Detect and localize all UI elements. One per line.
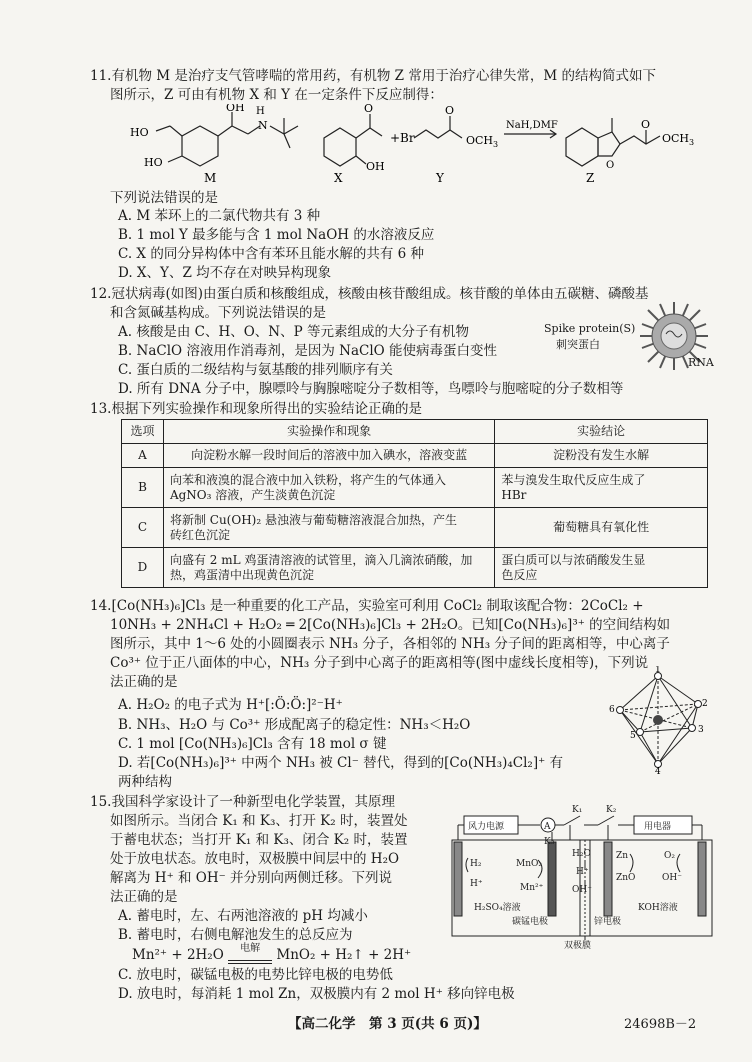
label-k2: K₂ — [606, 805, 617, 815]
q14-option-b: B. NH₃、H₂O 与 Co³⁺ 形成配离子的稳定性：NH₃＜H₂O — [118, 717, 471, 733]
octahedron-figure — [606, 666, 710, 774]
ammeter-icon: A — [544, 822, 551, 832]
cell-line: 苯与溴发生取代反应生成了 — [501, 472, 646, 487]
q11-option-d: D. X、Y、Z 均不存在对映异构现象 — [118, 265, 332, 281]
text-o-y: O — [445, 104, 455, 117]
label-bipolar-oh: OH⁻ — [572, 885, 592, 895]
table-row — [122, 548, 708, 588]
cell-line: 向盛有 2 mL 鸡蛋清溶液的试管里，滴入几滴浓硝酸，加 — [169, 552, 473, 567]
q14-line5: 法正确的是 — [110, 674, 178, 690]
text-h-m: H — [256, 106, 265, 117]
q12-stem-line1: 12.冠状病毒(如图)由蛋白质和核酸组成，核酸由核苷酸组成。核苷酸的单体由五碳糖、磷酸基 — [90, 286, 649, 302]
text-och3-y: $OCH_3$ — [466, 134, 499, 149]
vertex-label-5: 5 — [630, 731, 636, 741]
table-header-conclusion: 实验结论 — [495, 420, 708, 444]
label-h2: H₂ — [470, 859, 482, 869]
molecule-Y — [390, 104, 498, 149]
footer-page-info: 【高二化学 第 3 页(共 6 页)】 — [288, 1016, 487, 1032]
q14-line2: 10NH₃ + 2NH₄Cl + H₂O₂ ═ 2[Co(NH₃)₆]Cl₃ + 2H₂O。已知[Co(NH₃)₆]³⁺ 的空间结构如 — [110, 617, 671, 633]
label-k1: K₁ — [572, 805, 583, 815]
text-o-x: O — [364, 104, 374, 115]
q15-option-a: A. 蓄电时，左、右两池溶液的 pH 均减小 — [118, 908, 368, 924]
vertex-label-2: 2 — [702, 699, 708, 709]
table-row — [122, 444, 708, 468]
equation-right: MnO₂ + H₂↑ + 2H⁺ — [276, 947, 412, 963]
table-header-row — [122, 420, 708, 444]
equation-condition: 电解 — [240, 943, 261, 954]
label-cmn-electrode: 碳锰电极 — [512, 917, 549, 927]
label-mn2: Mn²⁺ — [520, 883, 544, 893]
label-h2o: H₂O — [572, 849, 591, 859]
q14-line4: Co³⁺ 位于正八面体的中心，NH₃ 分子到中心离子的距离相等(图中虚线长度相等)，下列说 — [110, 655, 649, 671]
label-oh: OH⁻ — [662, 873, 682, 883]
footer-code: 24698B－2 — [624, 1017, 697, 1032]
molecule-M — [130, 104, 298, 169]
molecule-X — [324, 104, 385, 173]
table-cell-operation: 向淀粉水解一段时间后的溶液中加入碘水，溶液变蓝 — [163, 444, 494, 468]
table-cell-conclusion — [495, 468, 708, 508]
label-X: X — [334, 171, 343, 184]
label-h2so4: H₂SO₄溶液 — [474, 903, 521, 913]
q15-line1: 15.我国科学家设计了一种新型电化学装置，其原理 — [90, 794, 395, 810]
q11-stem-line1: 11.有机物 M 是治疗支气管哮喘的常用药，有机物 Z 常用于治疗心律失常，M 的结构简式如下 — [90, 68, 656, 84]
q11-option-b: B. 1 mol Y 最多能与含 1 mol NaOH 的水溶液反应 — [118, 227, 435, 243]
vertex-label-6: 6 — [609, 705, 615, 715]
table-cell-operation — [163, 508, 494, 548]
q12-stem-line2: 和含氮碱基构成。下列说法错误的是 — [110, 305, 326, 321]
q15-option-c: C. 放电时，碳锰电极的电势比锌电极的电势低 — [118, 967, 393, 983]
q12-option-c: C. 蛋白质的二级结构与氨基酸的排列顺序有关 — [118, 362, 393, 378]
text-oh-m: OH — [226, 104, 245, 114]
cell-line: 砖红色沉淀 — [169, 527, 230, 542]
label-k3: K₃ — [544, 837, 555, 847]
q15-equation — [132, 943, 412, 964]
label-bipolar-hplus: H⁺ — [576, 867, 589, 877]
q14-line3: 图所示，其中 1～6 处的小圆圈表示 NH₃ 分子，各相邻的 NH₃ 分子间的距离相等，中心离子 — [110, 636, 670, 652]
text-n-m: N — [258, 119, 268, 132]
table-cell-option: B — [122, 468, 164, 508]
label-wind-power: 风力电源 — [468, 822, 505, 832]
electrochem-figure — [448, 800, 716, 950]
text-ho-2: HO — [144, 156, 163, 169]
virus-label-en: Spike protein(S) — [544, 322, 636, 335]
cell-line: 将新制 Cu(OH)₂ 悬浊液与葡萄糖溶液混合加热，产生 — [169, 512, 457, 527]
table-cell-option: A — [122, 444, 164, 468]
reaction-arrow — [504, 120, 558, 138]
molecule-Z — [566, 118, 694, 171]
virus-label-rna: RNA — [688, 356, 714, 369]
q14-line1: 14.[Co(NH₃)₆]Cl₃ 是一种重要的化工产品，实验室可利用 CoCl₂ 制取该配合物：2CoCl₂ + — [90, 598, 644, 614]
vertex-label-3: 3 — [698, 725, 704, 735]
cell-line: AgNO₃ 溶液，产生淡黄色沉淀 — [169, 487, 336, 502]
q14-option-a: A. H₂O₂ 的电子式为 H⁺[:Ö:Ö:]²⁻H⁺ — [118, 697, 343, 713]
table-cell-option: C — [122, 508, 164, 548]
virus-label-cn: 刺突蛋白 — [556, 338, 600, 351]
q15-line2: 如图所示。当闭合 K₁ 和 K₃、打开 K₂ 时，装置处 — [110, 813, 408, 829]
q15-line5: 解离为 H⁺ 和 OH⁻ 并分别向两侧迁移。下列说 — [110, 870, 393, 886]
text-och3-z: $OCH_3$ — [662, 132, 695, 147]
q12-option-a: A. 核酸是由 C、H、O、N、P 等元素组成的大分子有机物 — [118, 324, 469, 340]
q11-structures — [108, 104, 718, 184]
label-zn-electrode: 锌电极 — [594, 917, 622, 927]
table-cell-option: D — [122, 548, 164, 588]
cell-line: 向苯和液溴的混合液中加入铁粉，将产生的气体通入 — [169, 472, 446, 487]
q15-option-b: B. 蓄电时，右侧电解池发生的总反应为 — [118, 927, 353, 943]
label-Z: Z — [586, 171, 595, 184]
label-zn: Zn — [616, 851, 629, 861]
text-o-z-ring: O — [606, 160, 615, 171]
table-cell-operation — [163, 468, 494, 508]
q11-stem-line2: 图所示，Z 可由有机物 X 和 Y 在一定条件下反应制得： — [110, 87, 443, 103]
q12-option-d: D. 所有 DNA 分子中，腺嘌呤与胸腺嘧啶分子数相等，鸟嘌呤与胞嘧啶的分子数相等 — [118, 381, 624, 397]
q15-line4: 处于放电状态。放电时，双极膜中间层中的 H₂O — [110, 851, 400, 867]
cell-line: 色反应 — [501, 567, 538, 582]
label-o2: O₂ — [664, 851, 675, 861]
cell-line: 热，鸡蛋清中出现黄色沉淀 — [169, 567, 314, 582]
q14-option-c: C. 1 mol [Co(NH₃)₆]Cl₃ 含有 18 mol σ 键 — [118, 736, 387, 752]
table-cell-conclusion: 葡萄糖具有氧化性 — [495, 508, 708, 548]
label-appliance: 用电器 — [644, 822, 672, 832]
table-header-option: 选项 — [122, 420, 164, 444]
cell-line: 蛋白质可以与浓硝酸发生显 — [501, 552, 646, 567]
q14-option-d-cont: 两种结构 — [118, 774, 172, 790]
label-hplus: H⁺ — [470, 879, 483, 889]
equation-left: Mn²⁺ + 2H₂O — [132, 947, 224, 963]
q11-option-c: C. X 的同分异构体中含有苯环且能水解的共有 6 种 — [118, 246, 425, 262]
label-zno: ZnO — [616, 873, 636, 883]
label-koh: KOH溶液 — [638, 903, 678, 913]
q15-line3: 于蓄电状态；当打开 K₁ 和 K₃、闭合 K₂ 时，装置 — [110, 832, 408, 848]
equation-arrow — [228, 943, 272, 964]
text-reagent: NaH,DMF — [506, 120, 558, 131]
q13-table — [121, 419, 708, 588]
table-cell-conclusion — [495, 548, 708, 588]
text-plus-br: +Br — [390, 131, 415, 145]
table-cell-operation — [163, 548, 494, 588]
text-oh-x: OH — [366, 160, 385, 173]
label-M: M — [204, 171, 217, 184]
label-bipolar: 双极膜 — [564, 941, 592, 950]
q11-prompt: 下列说法错误的是 — [110, 190, 218, 206]
table-header-operation: 实验操作和现象 — [163, 420, 494, 444]
q12-option-b: B. NaClO 溶液用作消毒剂，是因为 NaClO 能使病毒蛋白变性 — [118, 343, 498, 359]
text-ho-1: HO — [130, 126, 149, 139]
q11-option-a: A. M 苯环上的二氯代物共有 3 种 — [118, 208, 321, 224]
label-Y: Y — [436, 171, 444, 184]
cell-line: HBr — [501, 487, 527, 502]
table-row — [122, 468, 708, 508]
q15-line6: 法正确的是 — [110, 889, 178, 905]
q15-option-d: D. 放电时，每消耗 1 mol Zn，双极膜内有 2 mol H⁺ 移向锌电极 — [118, 986, 515, 1002]
text-o-z: O — [641, 118, 651, 131]
table-row — [122, 508, 708, 548]
vertex-label-1: 1 — [655, 666, 661, 675]
label-mno2: MnO₂ — [516, 859, 542, 869]
vertex-label-4: 4 — [655, 767, 661, 774]
q14-option-d: D. 若[Co(NH₃)₆]³⁺ 中两个 NH₃ 被 Cl⁻ 替代，得到的[Co(NH₃)₄Cl₂]⁺ 有 — [118, 755, 564, 771]
table-cell-conclusion: 淀粉没有发生水解 — [495, 444, 708, 468]
q13-stem: 13.根据下列实验操作和现象所得出的实验结论正确的是 — [90, 401, 422, 417]
